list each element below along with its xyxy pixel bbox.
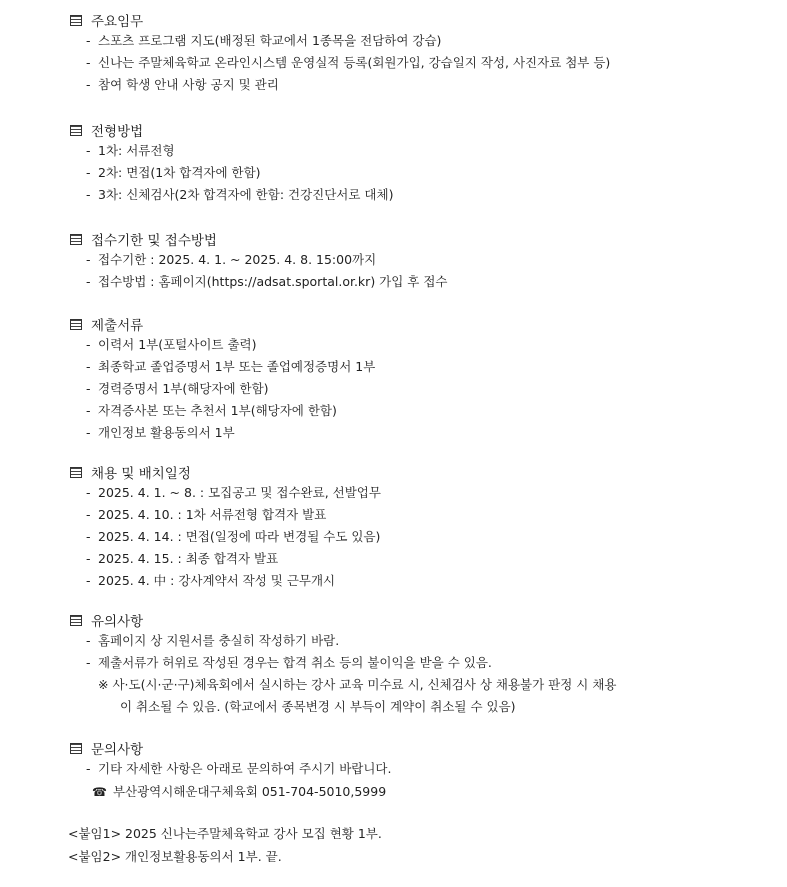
square-bullet-icon — [70, 125, 82, 136]
list-item: - 참여 학생 안내 사항 공지 및 관리 — [86, 77, 279, 92]
section-heading — [70, 10, 610, 30]
section-heading — [70, 462, 381, 482]
heading-text: 제출서류 — [91, 318, 144, 334]
list-item: - 이력서 1부(포털사이트 출력) — [86, 337, 257, 352]
section-application — [70, 229, 448, 293]
section-inquiry — [70, 738, 391, 804]
list-item: - 자격증사본 또는 추천서 1부(해당자에 한함) — [86, 403, 337, 418]
heading-text: 전형방법 — [91, 124, 144, 140]
list-item: - 제출서류가 허위로 작성된 경우는 합격 취소 등의 불이익을 받을 수 있음. — [86, 655, 492, 670]
heading-text: 접수기한 및 접수방법 — [91, 233, 217, 249]
list-item: - 2025. 4. 14. : 면접(일정에 따라 변경될 수도 있음) — [86, 529, 381, 544]
section-duties — [70, 10, 610, 96]
square-bullet-icon — [70, 234, 82, 245]
heading-text: 주요임무 — [91, 14, 144, 30]
section-schedule — [70, 462, 381, 592]
list-item: - 접수방법 : 홈페이지(https://adsat.sportal.or.kr) 가입 후 접수 — [86, 274, 448, 289]
phone-icon: ☎ — [92, 785, 107, 799]
list-item: - 기타 자세한 사항은 아래로 문의하여 주시기 바랍니다. — [86, 761, 392, 776]
section-documents — [70, 314, 375, 444]
heading-text: 문의사항 — [91, 742, 144, 758]
square-bullet-icon — [70, 743, 82, 754]
square-bullet-icon — [70, 319, 82, 330]
note-text: ※ 사·도(시·군·구)체육회에서 실시하는 강사 교육 미수료 시, 신체검사 상 채용불가 판정 시 채용 — [98, 677, 617, 692]
list-item: - 1차: 서류전형 — [86, 143, 175, 158]
list-item: - 홈페이지 상 지원서를 충실히 작성하기 바람. — [86, 633, 340, 648]
square-bullet-icon — [70, 15, 82, 26]
list-item: - 2차: 면접(1차 합격자에 한함) — [86, 165, 261, 180]
contact-line — [70, 780, 391, 804]
note-text-continued: 이 취소될 수 있음. (학교에서 종목변경 시 부득이 계약이 취소될 수 있음) — [120, 699, 516, 714]
list-item: - 접수기한 : 2025. 4. 1. ~ 2025. 4. 8. 15:00까지 — [86, 252, 377, 267]
square-bullet-icon — [70, 615, 82, 626]
section-notes — [70, 610, 617, 718]
contact-text: 부산광역시해운대구체육회 051-704-5010,5999 — [112, 784, 387, 799]
list-item: - 3차: 신체검사(2차 합격자에 한함: 건강진단서로 대체) — [86, 187, 394, 202]
list-item: - 2025. 4. 15. : 최종 합격자 발표 — [86, 551, 279, 566]
list-item: - 경력증명서 1부(해당자에 한함) — [86, 381, 269, 396]
section-heading — [70, 738, 391, 758]
list-item: - 스포츠 프로그램 지도(배정된 학교에서 1종목을 전담하여 강습) — [86, 33, 442, 48]
attachment-2: <붙임2> 개인정보활용동의서 1부. 끝. — [68, 849, 282, 864]
section-heading — [70, 120, 393, 140]
square-bullet-icon — [70, 467, 82, 478]
section-heading — [70, 229, 448, 249]
list-item: - 2025. 4. 中 : 강사계약서 작성 및 근무개시 — [86, 573, 336, 588]
section-heading — [70, 610, 617, 630]
heading-text: 채용 및 배치일정 — [91, 466, 191, 482]
list-item: - 2025. 4. 1. ~ 8. : 모집공고 및 접수완료, 선발업무 — [86, 485, 381, 500]
list-item: - 2025. 4. 10. : 1차 서류전형 합격자 발표 — [86, 507, 327, 522]
section-selection-method — [70, 120, 393, 206]
list-item: - 신나는 주말체육학교 온라인시스템 운영실적 등록(회원가입, 강습일지 작성, 사진자료 첨부 등) — [86, 55, 611, 70]
list-item: - 개인정보 활용동의서 1부 — [86, 425, 235, 440]
attachment-1: <붙임1> 2025 신나는주말체육학교 강사 모집 현황 1부. — [68, 826, 382, 841]
heading-text: 유의사항 — [91, 614, 144, 630]
list-item: - 최종학교 졸업증명서 1부 또는 졸업예정증명서 1부 — [86, 359, 376, 374]
section-heading — [70, 314, 375, 334]
